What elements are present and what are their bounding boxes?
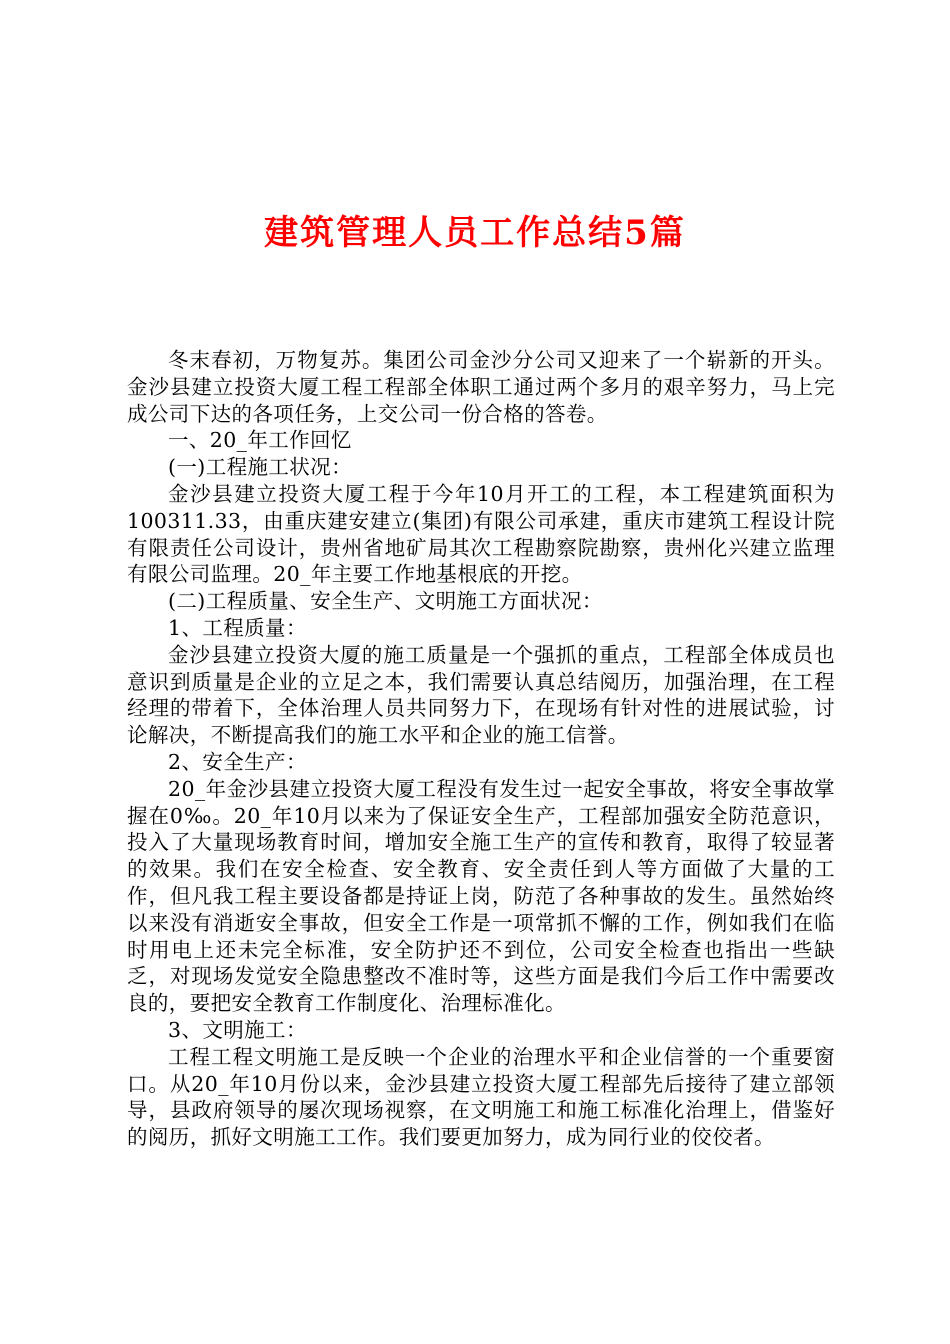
paragraph-civilized-construction: 工程工程文明施工是反映一个企业的治理水平和企业信誉的一个重要窗口。从20_年10月份以来，金沙县建立投资大厦工程部先后接待了建立部领导，县政府领导的屡次现场视察，在文明施工和施工标准化治理上，借鉴好的阅历，抓好文明施工工作。我们要更加努力，成为同行业的佼佼者。 xyxy=(127,1044,835,1150)
paragraph-quality: 金沙县建立投资大厦的施工质量是一个强抓的重点，工程部全体成员也意识到质量是企业的立足之本，我们需要认真总结阅历，加强治理，在工程经理的带着下，全体治理人员共同努力下，在现场有针对性的进展试验，讨论解决，不断提高我们的施工水平和企业的施工信誉。 xyxy=(127,642,835,748)
section-heading-review: 一、20_年工作回忆 xyxy=(168,428,352,453)
item-heading-quality: 1、工程质量： xyxy=(168,615,307,640)
paragraph-safety: 20_年金沙县建立投资大厦工程没有发生过一起安全事故，将安全事故掌握在0‰。20_年10月以来为了保证安全生产，工程部加强安全防范意识，投入了大量现场教育时间，增加安全施工生产的宣传和教育，取得了较显著的效果。我们在安全检查、安全教育、安全责任到人等方面做了大量的工作，但凡我工程主要设备都是持证上岗，防范了各种事故的发生。虽然始终以来没有消逝安全事故，但安全工作是一项常抓不懈的工作，例如我们在临时用电上还未完全标准，安全防护还不到位，公司安全检查也指出一些缺乏，对现场发觉安全隐患整改不准时等，这些方面是我们今后工作中需要改良的，要把安全教育工作制度化、治理标准化。 xyxy=(127,776,835,1016)
document-body xyxy=(127,347,835,1151)
subsection-heading-construction-status: (一)工程施工状况： xyxy=(168,455,352,480)
item-heading-safety: 2、安全生产： xyxy=(168,749,307,774)
item-heading-civilized-construction: 3、文明施工： xyxy=(168,1017,307,1042)
paragraph-construction-status: 金沙县建立投资大厦工程于今年10月开工的工程，本工程建筑面积为100311.33，由重庆建安建立(集团)有限公司承建，重庆市建筑工程设计院有限责任公司设计，贵州省地矿局其次工程勘察院勘察，贵州化兴建立监理有限公司监理。20_年主要工作地基根底的开挖。 xyxy=(127,481,835,587)
subsection-heading-quality-safety: (二)工程质量、安全生产、文明施工方面状况： xyxy=(168,589,603,614)
document-title: 建筑管理人员工作总结5篇 xyxy=(264,213,686,253)
paragraph-intro: 冬末春初，万物复苏。集团公司金沙分公司又迎来了一个崭新的开头。金沙县建立投资大厦工程工程部全体职工通过两个多月的艰辛努力，马上完成公司下达的各项任务，上交公司一份合格的答卷。 xyxy=(127,348,835,426)
